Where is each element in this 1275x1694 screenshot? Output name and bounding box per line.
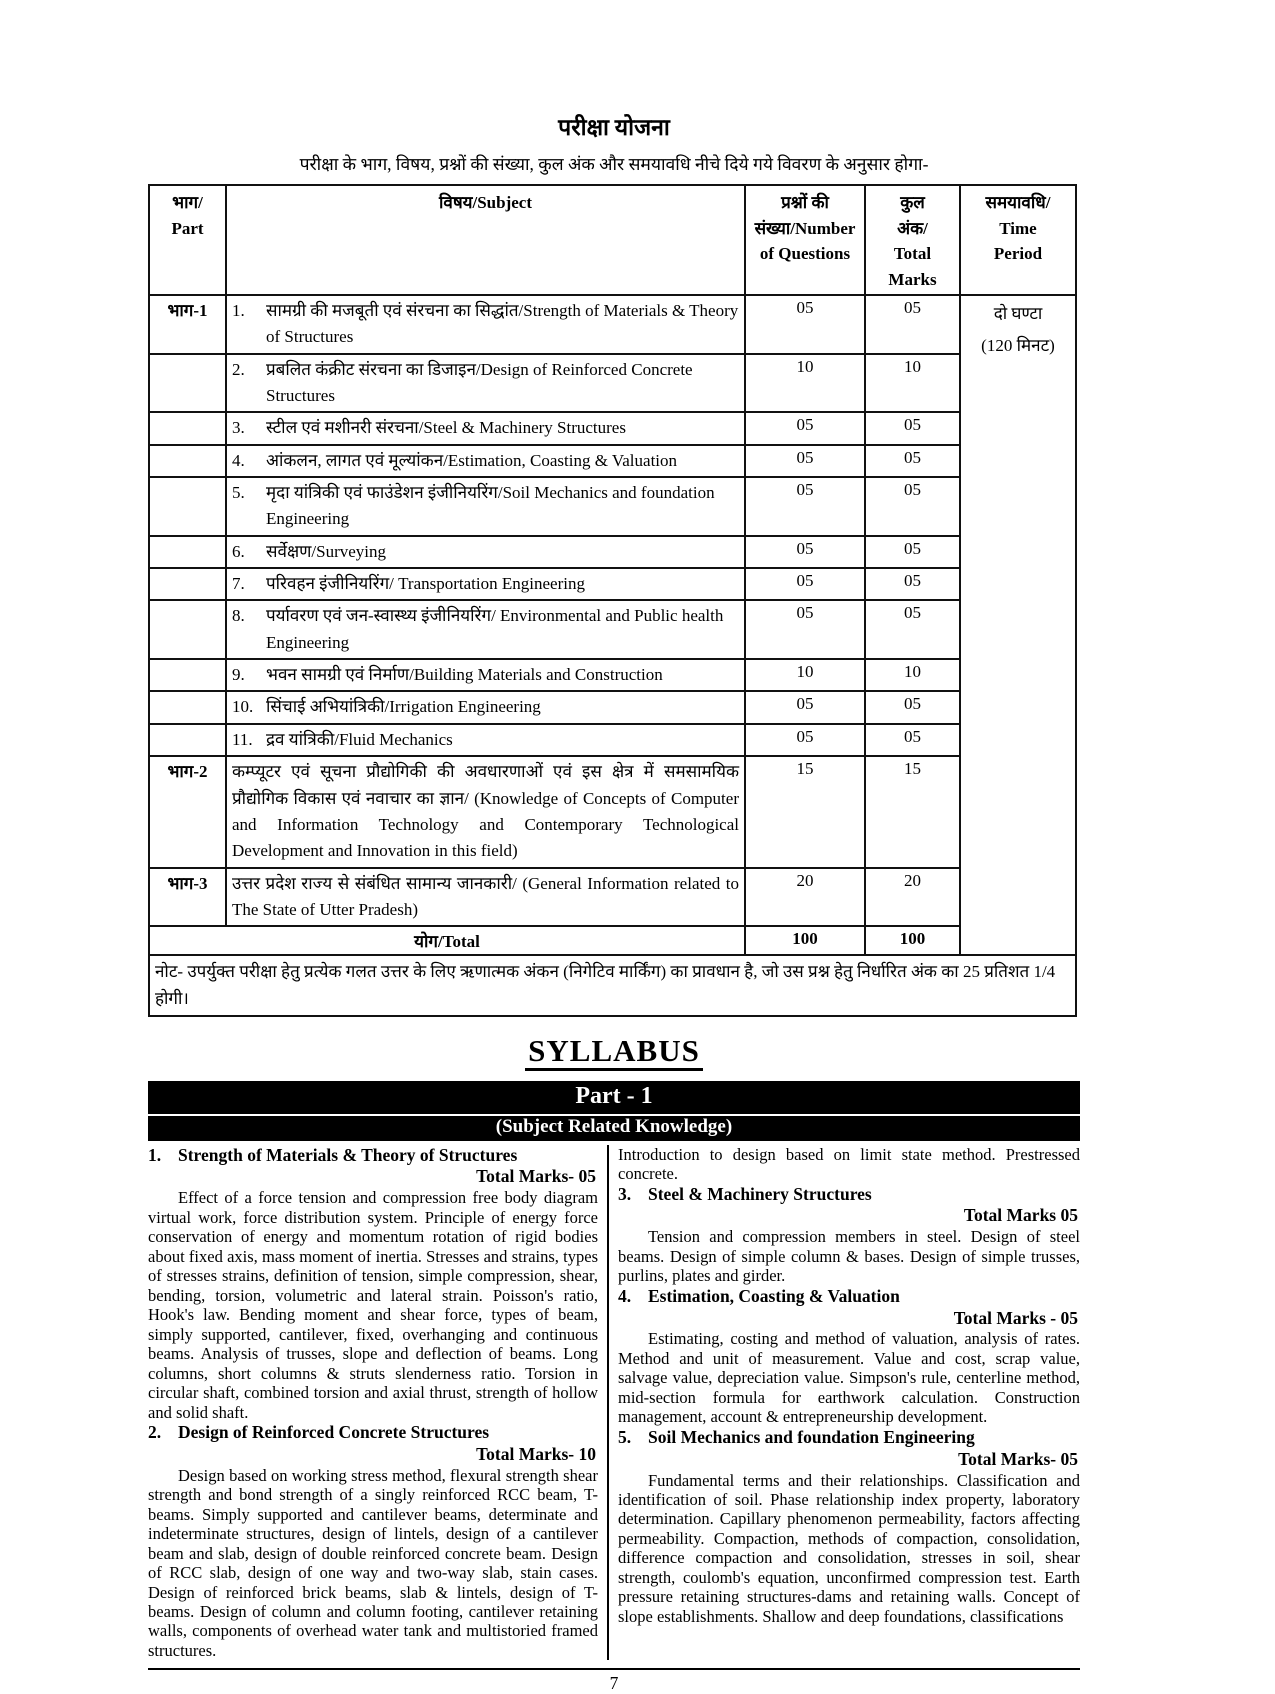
- section-title: Design of Reinforced Concrete Structures: [178, 1421, 490, 1442]
- syllabus-columns: [148, 1145, 1080, 1661]
- syllabus-right-column: [609, 1145, 1080, 1661]
- part-label: [149, 568, 226, 600]
- total-questions: 100: [745, 926, 865, 955]
- marks-cell: 05: [865, 724, 960, 756]
- footer-rule: [148, 1668, 1080, 1670]
- syllabus-heading-text: SYLLABUS: [525, 1033, 703, 1071]
- marks-cell: 05: [865, 536, 960, 568]
- subject-text: मृदा यांत्रिकी एवं फाउंडेशन इंजीनियरिंग/Soil Mechanics and foundation Engineering: [266, 483, 715, 529]
- exam-table-body: [149, 295, 1076, 1016]
- column-header-time: समयावधि/ Time Period: [960, 185, 1076, 295]
- table-row: [149, 868, 1076, 927]
- page-number: 7: [609, 1673, 619, 1694]
- section-number: 5.: [618, 1426, 632, 1447]
- questions-cell: 10: [745, 659, 865, 691]
- part-label: [149, 600, 226, 659]
- marks-cell: 05: [865, 691, 960, 723]
- subject-cell: [226, 568, 745, 600]
- section-number: 2.: [148, 1421, 162, 1442]
- subject-number: 6.: [232, 541, 245, 561]
- column-header-part: भाग/ Part: [149, 185, 226, 295]
- time-period-cell: दो घण्टा (120 मिनट): [960, 295, 1076, 955]
- questions-cell: 10: [745, 354, 865, 413]
- table-row: [149, 354, 1076, 413]
- part-label: भाग-3: [149, 868, 226, 927]
- note-row: [149, 955, 1076, 1015]
- section-total-marks: Total Marks 05: [963, 1205, 1078, 1226]
- subject-number: 3.: [232, 418, 245, 438]
- subject-text: परिवहन इंजीनियरिंग/ Transportation Engineering: [266, 574, 585, 594]
- section-title: Steel & Machinery Structures: [648, 1183, 872, 1204]
- subject-number: 8.: [232, 606, 245, 626]
- marks-cell: 05: [865, 600, 960, 659]
- table-row: [149, 477, 1076, 536]
- section-body: Tension and compression members in steel. Design of steel beams. Design of simple column & bases. Design of simple trusses, purlins, plates and girder.: [618, 1227, 1080, 1286]
- marks-cell: 05: [865, 295, 960, 354]
- table-row: [149, 600, 1076, 659]
- subject-number: 9.: [232, 665, 245, 685]
- subject-text: पर्यावरण एवं जन-स्वास्थ्य इंजीनियरिंग/ Environmental and Public health Engineering: [266, 606, 724, 652]
- subject-text: सामग्री की मजबूती एवं संरचना का सिद्धांत/Strength of Materials & Theory of Structures: [266, 301, 739, 347]
- section-number: 1.: [148, 1144, 162, 1165]
- subject-cell: [226, 659, 745, 691]
- section-heading: [618, 1184, 1080, 1206]
- questions-cell: 05: [745, 691, 865, 723]
- section-number: 3.: [618, 1183, 632, 1204]
- part-label: [149, 691, 226, 723]
- marks-cell: 15: [865, 756, 960, 867]
- total-marks: 100: [865, 926, 960, 955]
- subject-cell: [226, 691, 745, 723]
- subject-knowledge-banner: (Subject Related Knowledge): [148, 1116, 1080, 1141]
- subject-text: प्रबलित कंक्रीट संरचना का डिजाइन/Design of Reinforced Concrete Structures: [266, 359, 693, 406]
- questions-cell: 15: [745, 756, 865, 867]
- part-label: [149, 477, 226, 536]
- section-total-marks: Total Marks- 05: [958, 1448, 1078, 1469]
- subject-cell: उत्तर प्रदेश राज्य से संबंधित सामान्य जानकारी/ (General Information related to The State of Utter Pradesh): [226, 868, 745, 927]
- section-total-marks: Total Marks- 05: [476, 1166, 596, 1187]
- questions-cell: 05: [745, 295, 865, 354]
- total-row: [149, 926, 1076, 955]
- table-row: [149, 659, 1076, 691]
- part-label: भाग-2: [149, 756, 226, 867]
- part-label: [149, 724, 226, 756]
- table-row: [149, 295, 1076, 354]
- table-row: [149, 756, 1076, 867]
- marks-cell: 05: [865, 568, 960, 600]
- subject-cell: [226, 600, 745, 659]
- questions-cell: 05: [745, 568, 865, 600]
- syllabus-heading: [148, 1033, 1080, 1069]
- column-header-questions: प्रश्नों की संख्या/Number of Questions: [745, 185, 865, 295]
- section-total-marks: Total Marks - 05: [953, 1307, 1078, 1328]
- questions-cell: 05: [745, 600, 865, 659]
- marks-cell: 05: [865, 445, 960, 477]
- subject-number: 2.: [232, 359, 245, 379]
- part-1-banner: Part - 1: [148, 1081, 1080, 1114]
- marks-cell: 05: [865, 412, 960, 444]
- syllabus-left-column: [148, 1145, 607, 1661]
- total-label: योग/Total: [149, 926, 745, 955]
- questions-cell: 05: [745, 412, 865, 444]
- questions-cell: 05: [745, 536, 865, 568]
- marks-cell: 10: [865, 659, 960, 691]
- table-row: [149, 412, 1076, 444]
- questions-cell: 05: [745, 477, 865, 536]
- subject-text: द्रव यांत्रिकी/Fluid Mechanics: [266, 729, 453, 749]
- column-header-marks: कुल अंक/ Total Marks: [865, 185, 960, 295]
- part-label: भाग-1: [149, 295, 226, 354]
- subject-text: आंकलन, लागत एवं मूल्यांकन/Estimation, Coasting & Valuation: [266, 450, 678, 470]
- section-heading: [618, 1286, 1080, 1308]
- table-row: [149, 724, 1076, 756]
- questions-cell: 05: [745, 445, 865, 477]
- subject-text: सर्वेक्षण/Surveying: [266, 541, 387, 561]
- page-title: परीक्षा योजना: [558, 115, 670, 140]
- exam-plan-table: [148, 184, 1077, 1017]
- part-label: [149, 659, 226, 691]
- subject-cell: [226, 354, 745, 413]
- section-heading: [618, 1427, 1080, 1449]
- column-header-subject: विषय/Subject: [226, 185, 745, 295]
- intro-text: परीक्षा के भाग, विषय, प्रश्नों की संख्या, कुल अंक और समयावधि नीचे दिये गये विवरण के अनुसार होगा-: [299, 154, 929, 174]
- section-title: Soil Mechanics and foundation Engineering: [648, 1426, 975, 1447]
- subject-cell: कम्प्यूटर एवं सूचना प्रौद्योगिकी की अवधारणाओं एवं इस क्षेत्र में समसामयिक प्रौद्योगिक विकास एवं नवाचार का ज्ञान/ (Knowledge of Concepts of Computer and Information Technology and Contemporary Technological Development and Innovation in this field): [226, 756, 745, 867]
- part-label: [149, 412, 226, 444]
- subject-number: 10.: [232, 697, 254, 717]
- subject-text: स्टील एवं मशीनरी संरचना/Steel & Machinery Structures: [266, 418, 626, 438]
- questions-cell: 20: [745, 868, 865, 927]
- subject-cell: [226, 536, 745, 568]
- marks-cell: 20: [865, 868, 960, 927]
- table-row: [149, 568, 1076, 600]
- questions-cell: 05: [745, 724, 865, 756]
- subject-cell: [226, 412, 745, 444]
- table-header-row: [149, 185, 1076, 295]
- negative-marking-note: नोट- उपर्युक्त परीक्षा हेतु प्रत्येक गलत उत्तर के लिए ऋणात्मक अंकन (निगेटिव मार्किंग) का प्रावधान है, जो उस प्रश्न हेतु निर्धारित अंक का 25 प्रतिशत 1/4 होगी।: [149, 955, 1076, 1015]
- subject-number: 4.: [232, 450, 245, 470]
- subject-text: सिंचाई अभियांत्रिकी/Irrigation Engineering: [266, 697, 541, 717]
- table-row: [149, 691, 1076, 723]
- subject-number: 5.: [232, 483, 245, 503]
- table-row: [149, 536, 1076, 568]
- marks-cell: 05: [865, 477, 960, 536]
- subject-cell: [226, 295, 745, 354]
- subject-number: 7.: [232, 574, 245, 594]
- section-body: Design based on working stress method, flexural strength shear strength and bond strength of a singly reinforced RCC beam, T-beams. Simply supported and cantilever beams, determinate and indeterminate structures, design of lintels, design of a cantilever beam and slab, design of double reinforced concrete beam. Design of RCC slab, design of one way and two-way slab, stain cases. Design of reinforced brick beams, slab & lintels, design of T-beams. Design of column and column footing, cantilever retaining walls, components of overhead water tank and multistoried framed structures.: [148, 1465, 598, 1660]
- part-label: [149, 445, 226, 477]
- part-label: [149, 354, 226, 413]
- section-body: Estimating, costing and method of valuation, analysis of rates. Method and unit of measurement. Value and cost, scrap value, salvage value, depreciation value. Simpson's rule, centerline method, mid-section formula for earthwork calculation. Construction management, account & entrepreneurship development.: [618, 1329, 1080, 1427]
- section-body: Fundamental terms and their relationships. Classification and identification of soil. Phase relationship index property, laboratory determination. Capillary phenomenon permeability, factors affecting permeability. Compaction, methods of compaction, consolidation, difference compaction and consolidation, stresses in soil, shear strength, coulomb's equation, unconfirmed compression test. Earth pressure retaining structures-dams and retaining walls. Concept of slope establishments. Shallow and deep foundations, classifications: [618, 1470, 1080, 1626]
- part-label: [149, 536, 226, 568]
- section-heading: [148, 1145, 598, 1167]
- subject-cell: [226, 445, 745, 477]
- section-body: Effect of a force tension and compression free body diagram virtual work, force distribution system. Principle of energy force conservation of energy and momentum rotation of rigid bodies about fixed axis, mass moment of inertia. Stresses and strains, types of stresses strains, definition of tension, simple compression, shear, bending, torsion, volumetric and lateral strain. Poisson's ratio, Hook's law. Bending moment and shear force, types of beam, simply supported, cantilever, fixed, overhanging and continuous beams. Analysis of trusses, slope and deflection of beams. Long columns, short columns & struts slenderness ratio. Torsion in circular shaft, combined torsion and axial thrust, strength of hollow and solid shaft.: [148, 1188, 598, 1422]
- subject-number: 11.: [232, 729, 253, 749]
- subject-number: 1.: [232, 301, 245, 320]
- marks-cell: 10: [865, 354, 960, 413]
- section-number: 4.: [618, 1285, 632, 1306]
- subject-cell: [226, 724, 745, 756]
- section-heading: [148, 1422, 598, 1444]
- section-title: Strength of Materials & Theory of Structures: [178, 1144, 518, 1165]
- subject-text: भवन सामग्री एवं निर्माण/Building Materials and Construction: [266, 665, 663, 685]
- section-title: Estimation, Coasting & Valuation: [648, 1285, 900, 1306]
- table-row: [149, 445, 1076, 477]
- section-total-marks: Total Marks- 10: [476, 1443, 596, 1464]
- section-body-continuation: Introduction to design based on limit state method. Prestressed concrete.: [618, 1144, 1080, 1184]
- subject-cell: [226, 477, 745, 536]
